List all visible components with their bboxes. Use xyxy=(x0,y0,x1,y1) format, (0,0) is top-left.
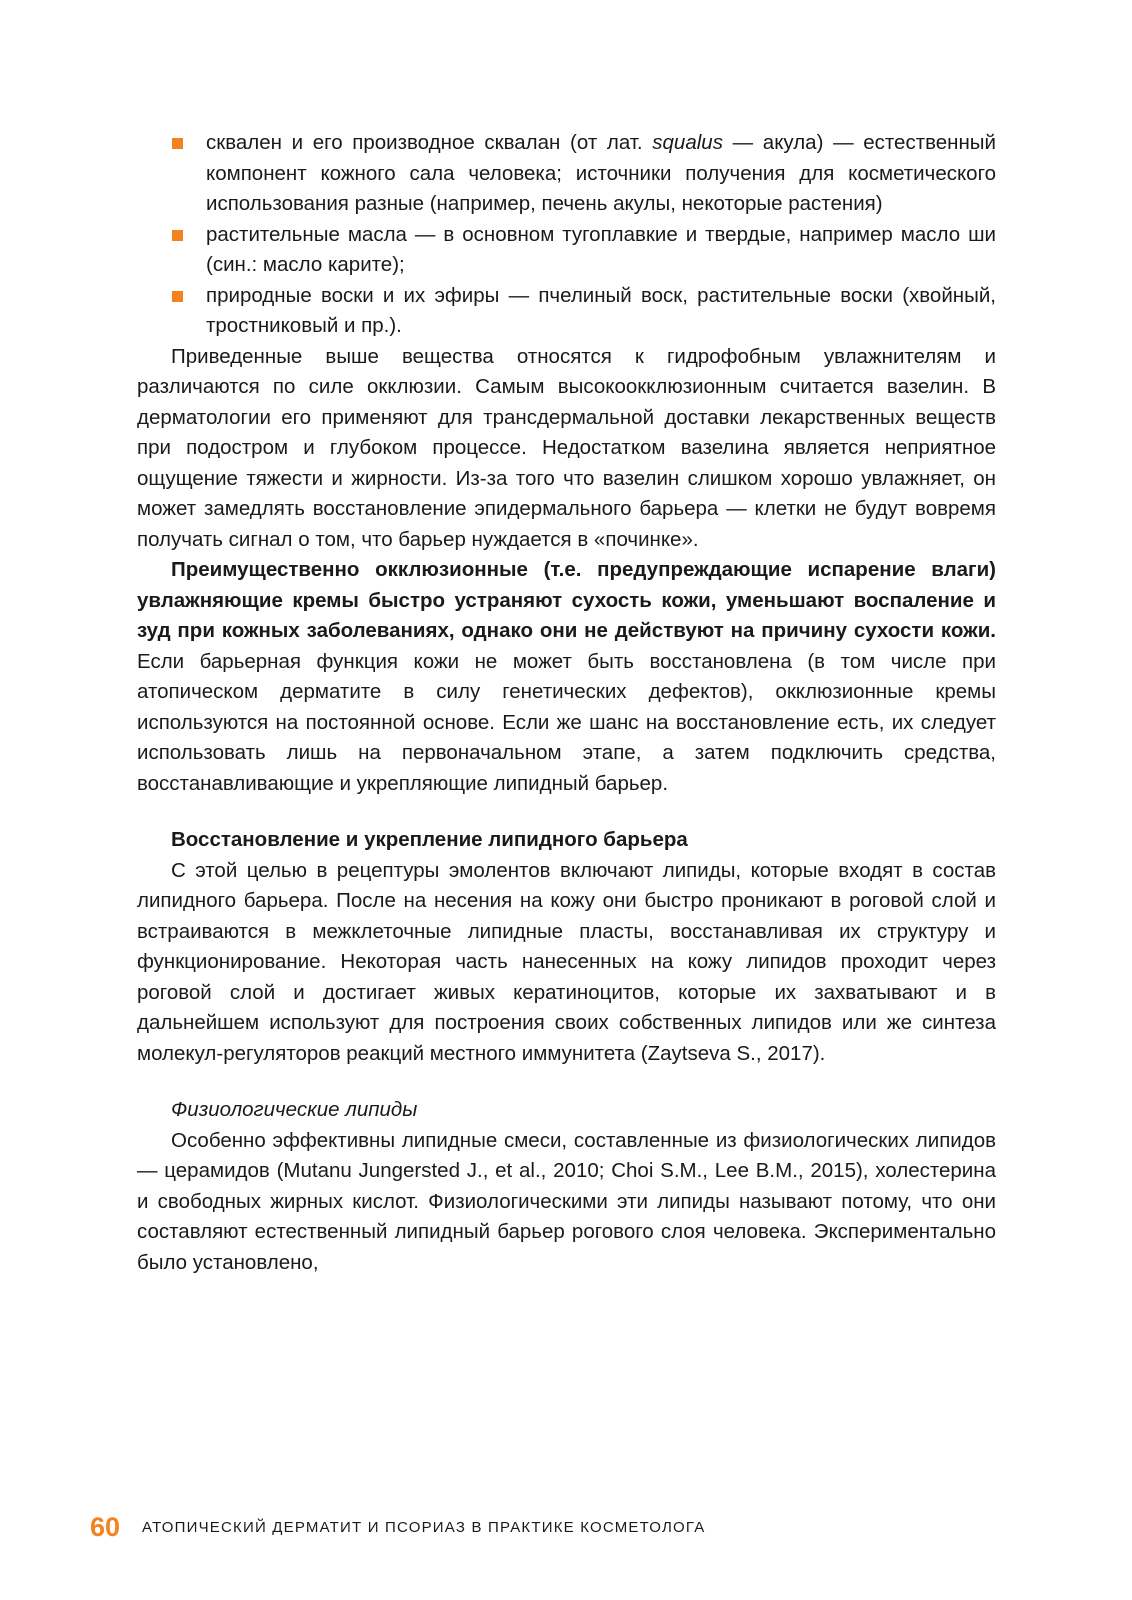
square-bullet-icon xyxy=(172,138,183,149)
list-item-text: сквален и его производное сквалан (от лат. xyxy=(206,131,653,154)
list-item-text: природные воски и их эфиры — пчелиный воск, растительные воски (хвойный, тростниковый и пр.). xyxy=(206,283,996,337)
emphasized-text: Преимущественно окклюзионные (т.е. предупреждающие испарение влаги) увлажняющие кремы быстро устраняют сухость кожи, уменьшают воспаление и зуд при кожных заболеваниях, однако они не действуют на причину сухости кожи. xyxy=(137,558,996,642)
list-item xyxy=(137,220,996,281)
subsection-heading: Физиологические липиды xyxy=(171,1098,418,1121)
running-title: АТОПИЧЕСКИЙ ДЕРМАТИТ И ПСОРИАЗ В ПРАКТИКЕ КОСМЕТОЛОГА xyxy=(142,1518,706,1536)
paragraph xyxy=(137,555,996,799)
list-item xyxy=(137,128,996,220)
list-item-text: растительные масла — в основном тугоплавкие и твердые, например масло ши (син.: масло карите); xyxy=(206,222,996,276)
square-bullet-icon xyxy=(172,230,183,241)
paragraph: Особенно эффективны липидные смеси, составленные из физиологических липидов — церамидов (Mutanu Jungersted J., et al., 2010; Choi S.M., Lee B.M., 2015), холестерина и свободных жирных кислот. Физиологическими эти липиды называют потому, что они составляют естественный липидный барьер рогового слоя человека. Экспериментально было установлено, xyxy=(137,1128,996,1274)
list-item-text: — акула) — естественный компонент кожного сала человека; источники получения для косметического использования разные (например, печень акулы, некоторые растения) xyxy=(206,131,996,215)
page-footer xyxy=(90,1509,705,1545)
latin-term: squalus xyxy=(652,131,723,154)
square-bullet-icon xyxy=(172,291,183,302)
bullet-list xyxy=(137,128,996,342)
page-number: 60 xyxy=(90,1511,121,1542)
paragraph: С этой целью в рецептуры эмолентов включают липиды, которые входят в состав липидного барьера. После на несения на кожу они быстро проникают в роговой слой и встраиваются в межклеточные липидные пласты, восстанавливая их структуру и функционирование. Некоторая часть нанесенных на кожу липидов проходит через роговой слой и достигает живых кератиноцитов, которые их захватывают и в дальнейшем используют для построения своих собственных липидов или же синтеза молекул-регуляторов реакций местного иммунитета (Zaytseva S., 2017). xyxy=(137,858,996,1065)
list-item xyxy=(137,281,996,342)
section-heading: Восстановление и укрепление липидного барьера xyxy=(171,828,688,851)
paragraph-text: Если барьерная функция кожи не может быть восстановлена (в том числе при атопическом дерматите в силу генетических дефектов), окклюзионные кремы используются на постоянной основе. Если же шанс на восстановление есть, их следует использовать лишь на первоначальном этапе, а затем подключить средства, восстанавливающие и укрепляющие липидный барьер. xyxy=(137,649,996,795)
paragraph: Приведенные выше вещества относятся к гидрофобным увлажнителям и различаются по силе окклюзии. Самым высокоокклюзионным считается вазелин. В дерматологии его применяют для трансдермальной доставки лекарственных веществ при подостром и глубоком процессе. Недостатком вазелина является неприятное ощущение тяжести и жирности. Из-за того что вазелин слишком хорошо увлажняет, он может замедлять восстановление эпидермального барьера — клетки не будут вовремя получать сигнал о том, что барьер нуждается в «починке». xyxy=(137,344,996,551)
page-body xyxy=(137,128,996,1278)
